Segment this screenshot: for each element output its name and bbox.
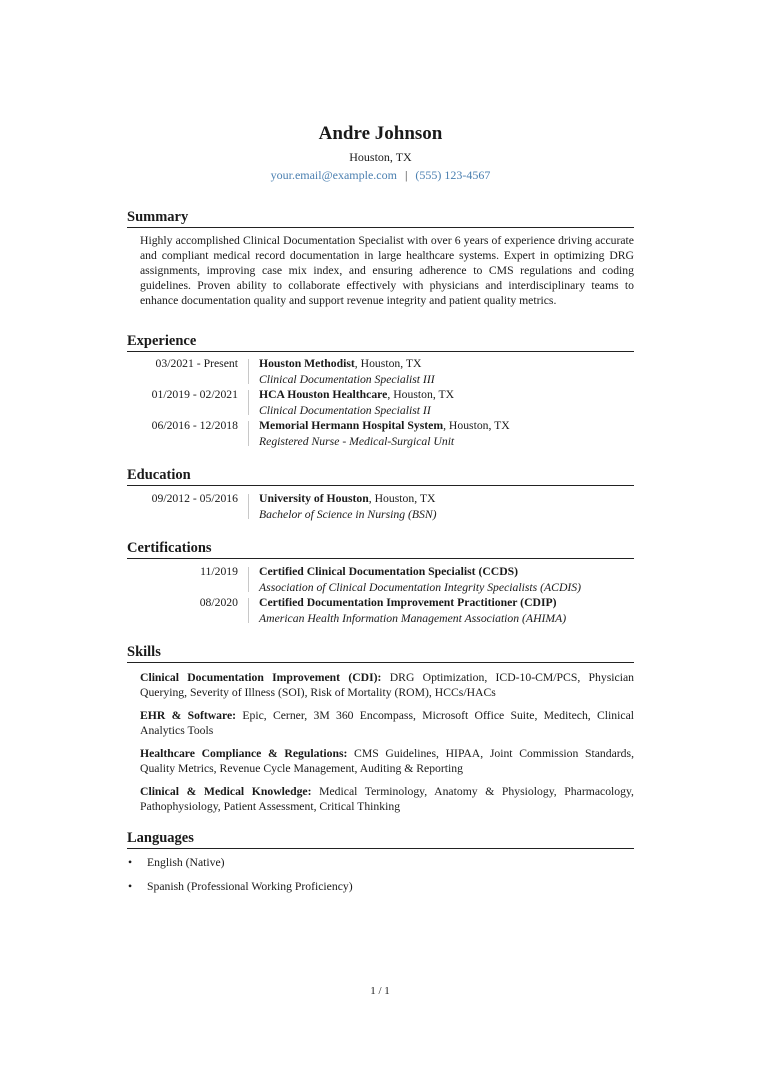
section-title-experience: Experience — [127, 332, 634, 352]
skills-list — [127, 670, 634, 814]
entry-divider — [248, 390, 249, 415]
page-number: 1 / 1 — [370, 985, 390, 997]
entry-date: 06/2016 - 12/2018 — [151, 419, 238, 432]
contact-separator: | — [404, 168, 408, 182]
education-section — [127, 466, 634, 522]
language-text: Spanish (Professional Working Proficiency) — [147, 880, 353, 893]
experience-entry — [127, 387, 634, 418]
entry-issuer: Association of Clinical Documentation Integrity Specialists (ACDIS) — [259, 580, 582, 594]
languages-list — [127, 855, 634, 894]
experience-entry — [127, 418, 634, 449]
summary-text: Highly accomplished Clinical Documentation Specialist with over 6 years of experience driving accurate and compliant medical record documentation in large healthcare systems. Expert in optimizing DRG assignments, improving case mix index, and ensuring adherence to CMS regulations and coding guidelines. Proven ability to collaborate effectively with physicians and interdisciplinary teams to enhance documentation quality and support revenue integrity and patient quality metrics. — [140, 234, 634, 307]
contact-line — [127, 167, 634, 183]
bullet-icon: • — [128, 856, 133, 869]
entry-divider — [248, 567, 249, 592]
section-title-languages: Languages — [127, 829, 634, 849]
skills-section — [127, 643, 634, 814]
resume-page — [127, 122, 634, 903]
skill-label: Clinical Documentation Improvement (CDI): — [140, 671, 382, 684]
entry-role: Clinical Documentation Specialist II — [259, 403, 431, 417]
skill-item — [140, 670, 634, 700]
certification-entry — [127, 595, 634, 626]
education-entry — [127, 491, 634, 522]
entry-issuer: American Health Information Management Association (AHIMA) — [259, 611, 567, 625]
summary-section — [127, 208, 634, 308]
experience-section — [127, 332, 634, 449]
section-title-summary: Summary — [127, 208, 634, 228]
skill-label: Healthcare Compliance & Regulations: — [140, 747, 348, 760]
experience-entry — [127, 356, 634, 387]
experience-list — [127, 356, 634, 449]
certification-entry — [127, 564, 634, 595]
entry-date: 01/2019 - 02/2021 — [151, 388, 238, 401]
entry-role: Clinical Documentation Specialist III — [259, 372, 435, 386]
certifications-section — [127, 539, 634, 626]
entry-org: Certified Documentation Improvement Practitioner (CDIP) — [259, 596, 557, 609]
skill-item — [140, 746, 634, 776]
skill-text: Epic, Cerner, 3M 360 Encompass, Microsoft Office Suite, Meditech, Clinical Analytics Tools — [140, 709, 634, 737]
section-title-education: Education — [127, 466, 634, 486]
entry-date: 09/2012 - 05/2016 — [151, 492, 238, 505]
bullet-icon: • — [128, 880, 133, 893]
entry-date: 11/2019 — [200, 565, 238, 578]
candidate-location: Houston, TX — [349, 150, 412, 164]
skill-item — [140, 784, 634, 814]
entry-location: , Houston, TX — [354, 357, 422, 370]
education-list — [127, 491, 634, 522]
languages-section — [127, 829, 634, 894]
entry-divider — [248, 421, 249, 446]
entry-date: 03/2021 - Present — [155, 357, 238, 370]
entry-org: University of Houston — [259, 492, 369, 505]
section-title-certifications: Certifications — [127, 539, 634, 559]
candidate-name: Andre Johnson — [318, 123, 443, 144]
language-text: English (Native) — [147, 856, 225, 869]
entry-org: Houston Methodist — [259, 357, 355, 370]
entry-date: 08/2020 — [199, 596, 238, 609]
email-link[interactable]: your.email@example.com — [270, 168, 397, 182]
entry-divider — [248, 598, 249, 623]
entry-divider — [248, 494, 249, 519]
skill-label: Clinical & Medical Knowledge: — [140, 785, 312, 798]
entry-location: , Houston, TX — [368, 492, 436, 505]
entry-org: HCA Houston Healthcare — [259, 388, 388, 401]
skill-text: Medical Terminology, Anatomy & Physiology, Pharmacology, Pathophysiology, Patient Assessment, Critical Thinking — [140, 785, 634, 813]
entry-org: Memorial Hermann Hospital System — [259, 419, 444, 432]
language-item — [127, 855, 634, 870]
certifications-list — [127, 564, 634, 626]
language-item — [127, 879, 634, 894]
phone-link[interactable]: (555) 123-4567 — [415, 168, 491, 182]
entry-role: Registered Nurse - Medical-Surgical Unit — [259, 434, 455, 448]
entry-divider — [248, 359, 249, 384]
skill-text: CMS Guidelines, HIPAA, Joint Commission Standards, Quality Metrics, Revenue Cycle Management, Auditing & Reporting — [140, 747, 634, 775]
entry-org: Certified Clinical Documentation Specialist (CCDS) — [259, 565, 519, 578]
skill-label: EHR & Software: — [140, 709, 237, 722]
entry-role: Bachelor of Science in Nursing (BSN) — [259, 507, 437, 521]
entry-location: , Houston, TX — [387, 388, 455, 401]
skill-item — [140, 708, 634, 738]
section-title-skills: Skills — [127, 643, 634, 663]
skill-text: DRG Optimization, ICD-10-CM/PCS, Physician Querying, Severity of Illness (SOI), Risk of Mortality (ROM), HCCs/HACs — [140, 671, 634, 699]
entry-location: , Houston, TX — [443, 419, 510, 432]
